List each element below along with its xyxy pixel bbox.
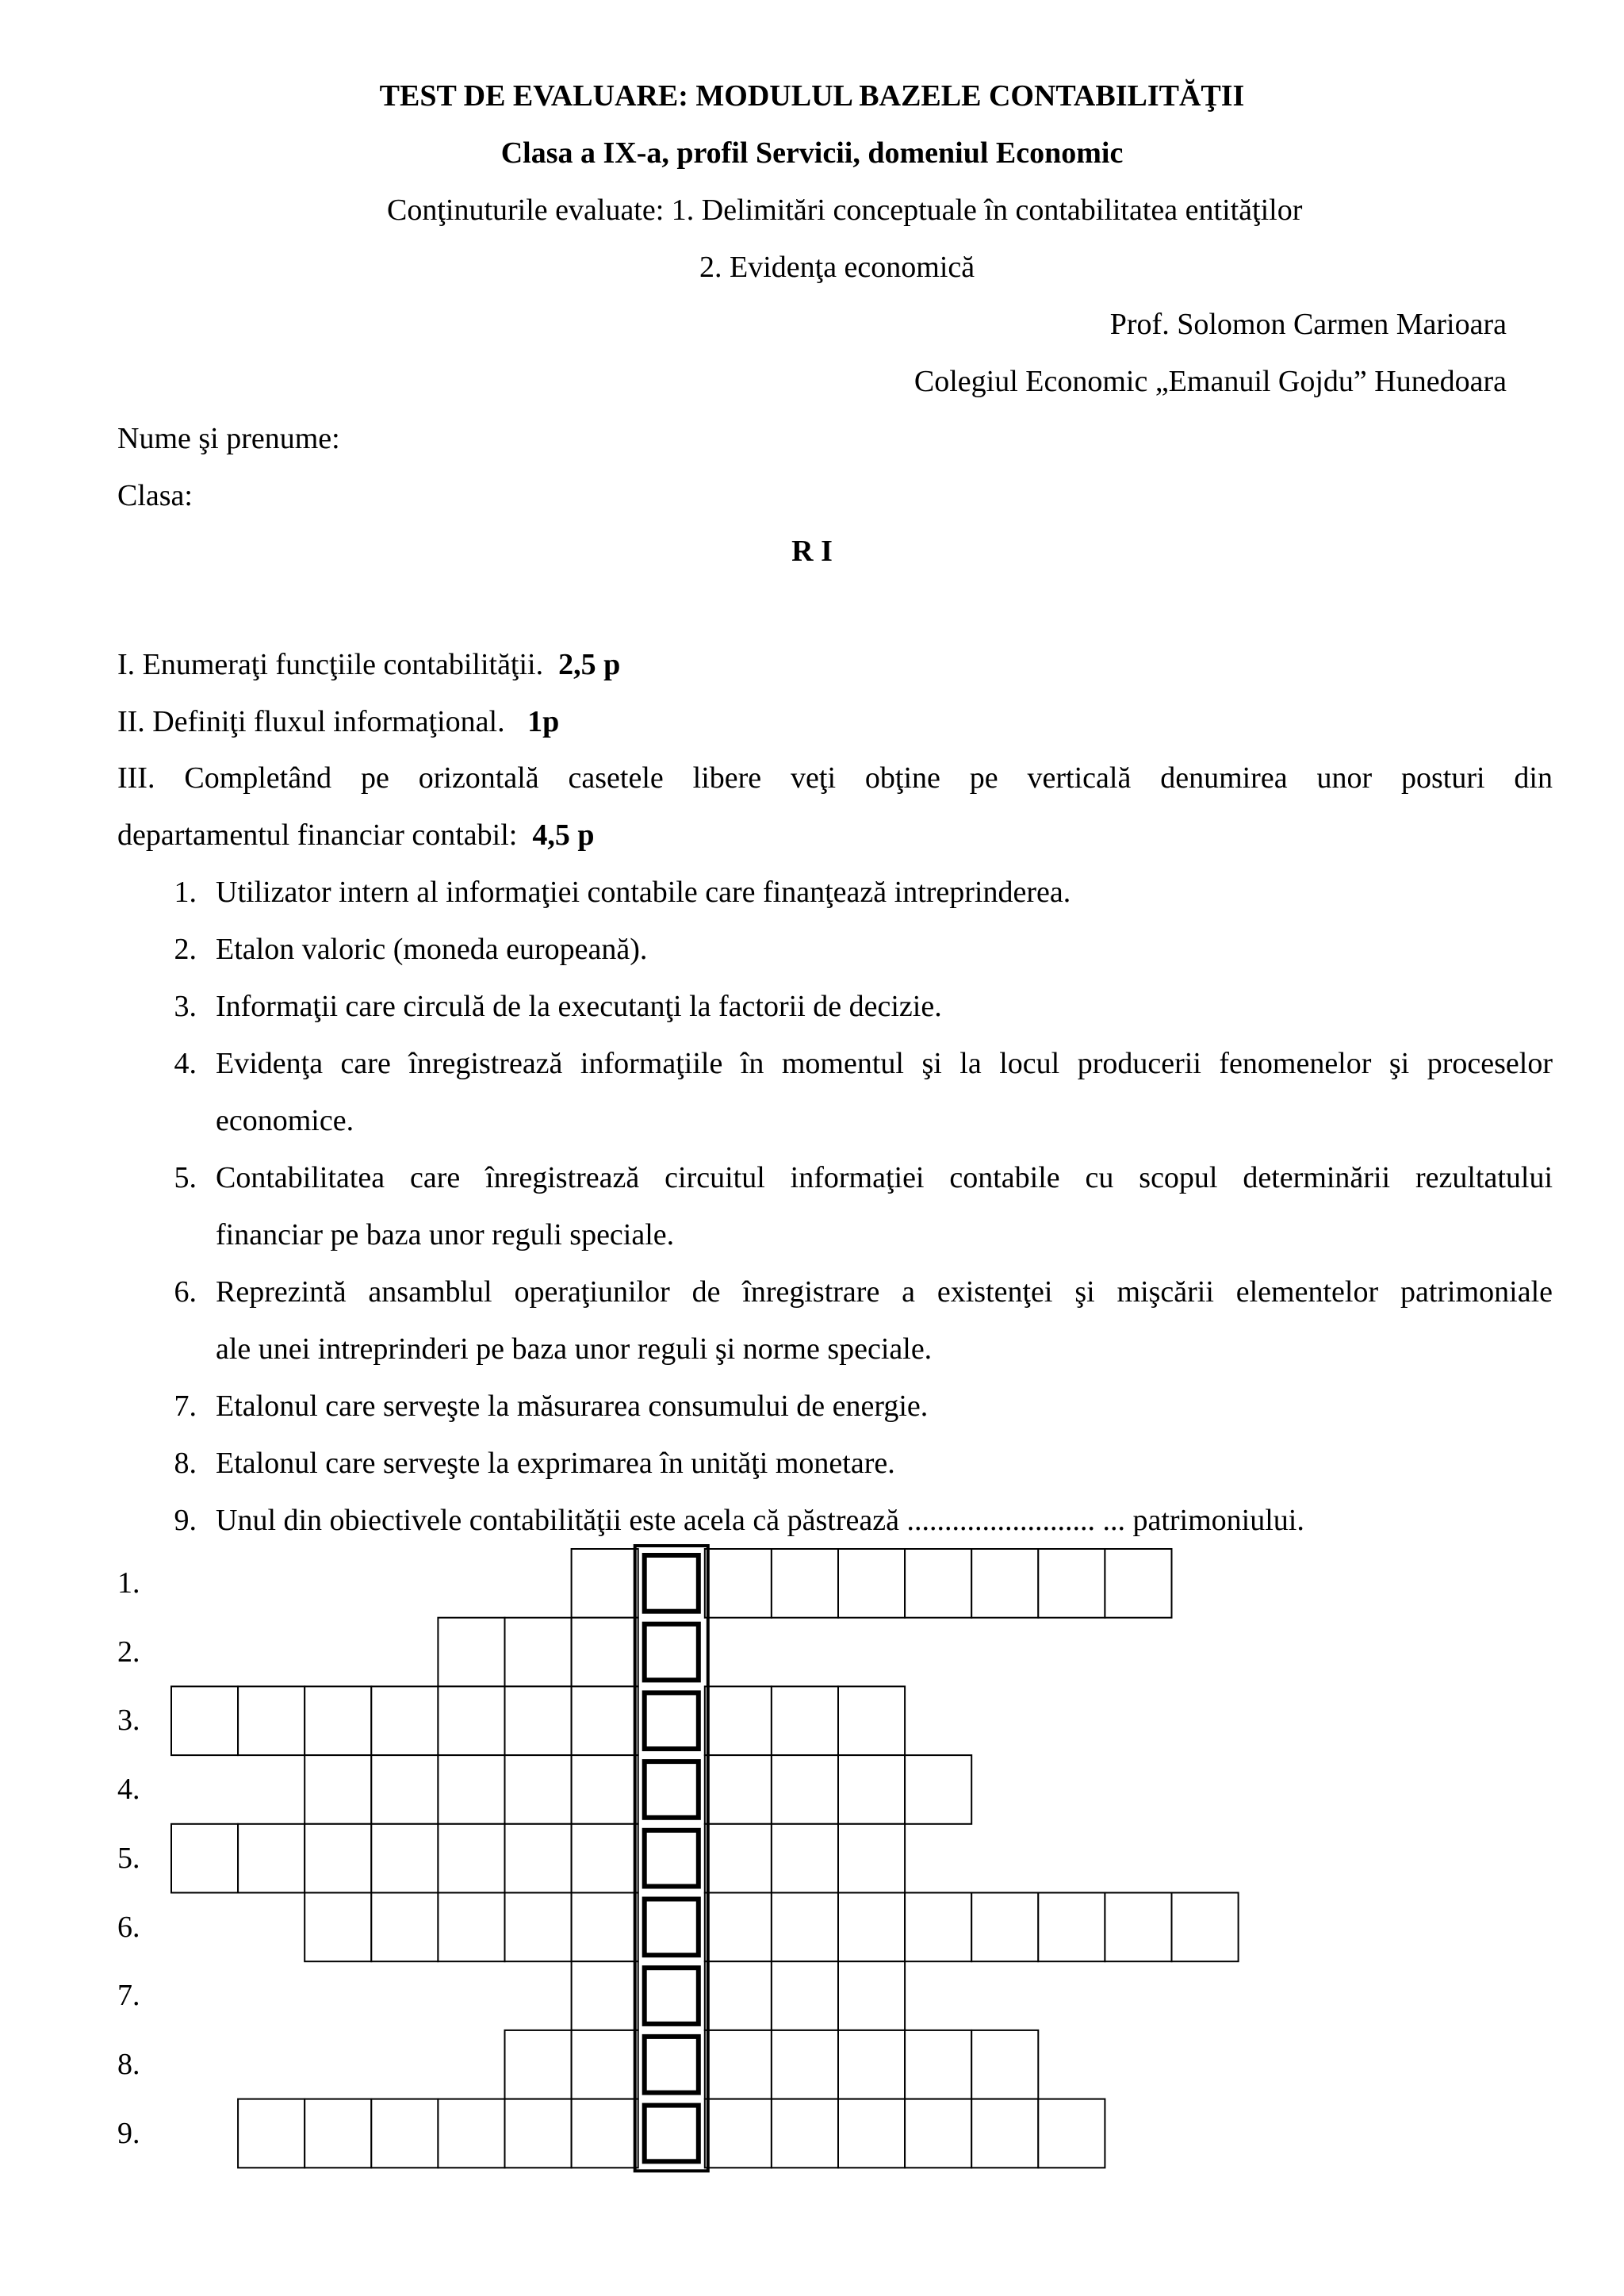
crossword-cell[interactable] xyxy=(705,2099,772,2168)
key-column-cell[interactable] xyxy=(645,1624,699,1681)
clue-text: Reprezintă ansamblul operaţiunilor de înregistrare a existenţei şi mişcării elementelor patrimoniale xyxy=(216,1275,1553,1309)
crossword-cell[interactable] xyxy=(238,2099,304,2168)
crossword-cell[interactable] xyxy=(438,1755,504,1824)
clue-text: Utilizator intern al informaţiei contabile care finanţează intreprinderea. xyxy=(216,876,1071,909)
crossword-cell[interactable] xyxy=(1038,1893,1105,1962)
crossword-cell[interactable] xyxy=(371,1686,438,1755)
clue-number: 4. xyxy=(174,1047,197,1080)
clue-number: 1. xyxy=(174,876,197,909)
crossword-cell[interactable] xyxy=(572,2030,638,2099)
crossword-row-label: 7. xyxy=(117,1979,140,2013)
crossword-cell[interactable] xyxy=(304,1755,371,1824)
crossword-cell[interactable] xyxy=(371,1893,438,1962)
crossword-cell[interactable] xyxy=(238,1686,304,1755)
crossword-cell[interactable] xyxy=(438,1893,504,1962)
crossword-cell[interactable] xyxy=(838,2099,905,2168)
crossword-row-label: 5. xyxy=(117,1841,140,1875)
test-title: TEST DE EVALUARE: MODULUL BAZELE CONTABILITĂŢII xyxy=(379,79,1245,113)
crossword-cell[interactable] xyxy=(438,1686,504,1755)
key-column-cell[interactable] xyxy=(645,1830,699,1887)
key-column-cell[interactable] xyxy=(645,2106,699,2162)
question-3-points: 4,5 p xyxy=(532,818,595,852)
variant-label: R I xyxy=(791,535,833,568)
question-1-points: 2,5 p xyxy=(558,648,621,681)
crossword-cell[interactable] xyxy=(1038,2099,1105,2168)
question-3-text: departamentul financiar contabil: xyxy=(117,818,518,852)
crossword-cell[interactable] xyxy=(505,2099,572,2168)
crossword-cell[interactable] xyxy=(971,2099,1038,2168)
contents-line-2: 2. Evidenţa economică xyxy=(699,251,975,284)
crossword-cell[interactable] xyxy=(905,2030,971,2099)
crossword-cell[interactable] xyxy=(304,1824,371,1893)
crossword-cell[interactable] xyxy=(572,1755,638,1824)
crossword-cell[interactable] xyxy=(572,1824,638,1893)
crossword-cell[interactable] xyxy=(304,1893,371,1962)
crossword-cell[interactable] xyxy=(1105,1893,1171,1962)
question-2-text: II. Definiţi fluxul informaţional. xyxy=(117,705,505,738)
crossword-row-label: 2. xyxy=(117,1635,140,1669)
crossword-cell[interactable] xyxy=(572,1686,638,1755)
clue-text-continued: ale unei intreprinderi pe baza unor reguli şi norme speciale. xyxy=(216,1332,933,1366)
clue-text: Etalon valoric (moneda europeană). xyxy=(216,933,648,966)
student-class-label: Clasa: xyxy=(117,479,193,512)
crossword-cell[interactable] xyxy=(304,2099,371,2168)
crossword-cell[interactable] xyxy=(772,1686,838,1755)
crossword-cell[interactable] xyxy=(705,1549,772,1618)
crossword-cell[interactable] xyxy=(838,1686,905,1755)
crossword-row-label: 8. xyxy=(117,2047,140,2081)
crossword-cell[interactable] xyxy=(572,2099,638,2168)
crossword-cell[interactable] xyxy=(705,1755,772,1824)
crossword-cell[interactable] xyxy=(905,1755,971,1824)
key-column-cell[interactable] xyxy=(645,1555,699,1612)
crossword-cell[interactable] xyxy=(971,1549,1038,1618)
crossword-cell[interactable] xyxy=(505,2030,572,2099)
crossword-cell[interactable] xyxy=(572,1618,638,1687)
question-2-points: 1p xyxy=(527,705,560,738)
clue-text: Informaţii care circulă de la executanţi la factorii de decizie. xyxy=(216,990,942,1023)
clue-number: 5. xyxy=(174,1161,197,1194)
crossword-cell[interactable] xyxy=(572,1549,638,1618)
school-name: Colegiul Economic „Emanuil Gojdu” Hunedoara xyxy=(914,365,1507,398)
crossword-cell[interactable] xyxy=(905,2099,971,2168)
clue-number: 9. xyxy=(174,1504,197,1537)
crossword-row-label: 9. xyxy=(117,2116,140,2150)
clue-number: 8. xyxy=(174,1447,197,1480)
crossword-cell[interactable] xyxy=(1038,1549,1105,1618)
crossword-cell[interactable] xyxy=(772,2030,838,2099)
crossword-cell[interactable] xyxy=(705,1961,772,2030)
crossword-cell[interactable] xyxy=(971,2030,1038,2099)
crossword-cell[interactable] xyxy=(838,1824,905,1893)
clue-text: Evidenţa care înregistrează informaţiile în momentul şi la locul producerii fenomenelor şi proceselor xyxy=(216,1047,1553,1080)
crossword-cell[interactable] xyxy=(772,2099,838,2168)
crossword-cell[interactable] xyxy=(971,1893,1038,1962)
crossword-cell[interactable] xyxy=(371,2099,438,2168)
crossword-cell[interactable] xyxy=(505,1755,572,1824)
clue-text: Etalonul care serveşte la măsurarea consumului de energie. xyxy=(216,1389,929,1423)
author-name: Prof. Solomon Carmen Marioara xyxy=(1109,308,1507,341)
crossword-cell[interactable] xyxy=(505,1686,572,1755)
key-column-cell[interactable] xyxy=(645,2037,699,2093)
crossword-cell[interactable] xyxy=(772,1961,838,2030)
crossword-cell[interactable] xyxy=(505,1618,572,1687)
clue-text-continued: economice. xyxy=(216,1104,354,1137)
question-1-text: I. Enumeraţi funcţiile contabilităţii. xyxy=(117,648,544,681)
crossword-cell[interactable] xyxy=(572,1893,638,1962)
student-name-label: Nume şi prenume: xyxy=(117,422,340,455)
crossword-row-label: 6. xyxy=(117,1910,140,1944)
crossword-cell[interactable] xyxy=(572,1961,638,2030)
key-column-cell[interactable] xyxy=(645,1761,699,1818)
crossword-cell[interactable] xyxy=(1105,1549,1171,1618)
crossword-cell[interactable] xyxy=(438,2099,504,2168)
crossword-cell[interactable] xyxy=(905,1549,971,1618)
crossword-cell[interactable] xyxy=(304,1686,371,1755)
crossword-cell[interactable] xyxy=(838,1549,905,1618)
crossword-cell[interactable] xyxy=(505,1824,572,1893)
key-column-cell[interactable] xyxy=(645,1692,699,1749)
crossword-cell[interactable] xyxy=(905,1893,971,1962)
crossword-cell[interactable] xyxy=(772,1893,838,1962)
crossword-cell[interactable] xyxy=(371,1824,438,1893)
crossword-cell[interactable] xyxy=(838,1755,905,1824)
crossword-cell[interactable] xyxy=(505,1893,572,1962)
crossword-cell[interactable] xyxy=(171,1686,238,1755)
class-subtitle: Clasa a IX-a, profil Servicii, domeniul Economic xyxy=(500,136,1124,170)
crossword-cell[interactable] xyxy=(371,1755,438,1824)
clue-number: 3. xyxy=(174,990,197,1023)
contents-line-1: Conţinuturile evaluate: 1. Delimitări conceptuale în contabilitatea entităţilor xyxy=(387,194,1303,227)
key-column-cell[interactable] xyxy=(645,1899,699,1956)
clue-text: Etalonul care serveşte la exprimarea în unităţi monetare. xyxy=(216,1447,895,1480)
clue-text: Contabilitatea care înregistrează circuitul informaţiei contabile cu scopul determinării rezultatului xyxy=(216,1161,1553,1194)
crossword-cell[interactable] xyxy=(705,1893,772,1962)
crossword-cell[interactable] xyxy=(705,1824,772,1893)
crossword-row-label: 4. xyxy=(117,1773,140,1807)
clue-text: Unul din obiectivele contabilităţii este acela că păstrează ......................... ... patrimoniului. xyxy=(216,1504,1304,1537)
crossword-cell[interactable] xyxy=(1172,1893,1239,1962)
crossword-cell[interactable] xyxy=(838,1893,905,1962)
crossword-cell[interactable] xyxy=(705,1686,772,1755)
clue-number: 6. xyxy=(174,1275,197,1309)
crossword-cell[interactable] xyxy=(772,1824,838,1893)
crossword-cell[interactable] xyxy=(438,1824,504,1893)
crossword-cell[interactable] xyxy=(772,1755,838,1824)
crossword-cell[interactable] xyxy=(438,1618,504,1687)
clue-number: 2. xyxy=(174,933,197,966)
crossword-cell[interactable] xyxy=(238,1824,304,1893)
crossword-cell[interactable] xyxy=(705,2030,772,2099)
crossword-cell[interactable] xyxy=(838,2030,905,2099)
crossword-row-label: 3. xyxy=(117,1704,140,1738)
clue-number: 7. xyxy=(174,1389,197,1423)
clue-text-continued: financiar pe baza unor reguli speciale. xyxy=(216,1218,675,1251)
crossword-row-label: 1. xyxy=(117,1566,140,1600)
question-3-line-1: III. Completând pe orizontală casetele libere veţi obţine pe verticală denumirea unor posturi din xyxy=(117,761,1553,795)
crossword-cell[interactable] xyxy=(171,1824,238,1893)
key-column-cell[interactable] xyxy=(645,1968,699,2024)
crossword-cell[interactable] xyxy=(838,1961,905,2030)
crossword-cell[interactable] xyxy=(772,1549,838,1618)
